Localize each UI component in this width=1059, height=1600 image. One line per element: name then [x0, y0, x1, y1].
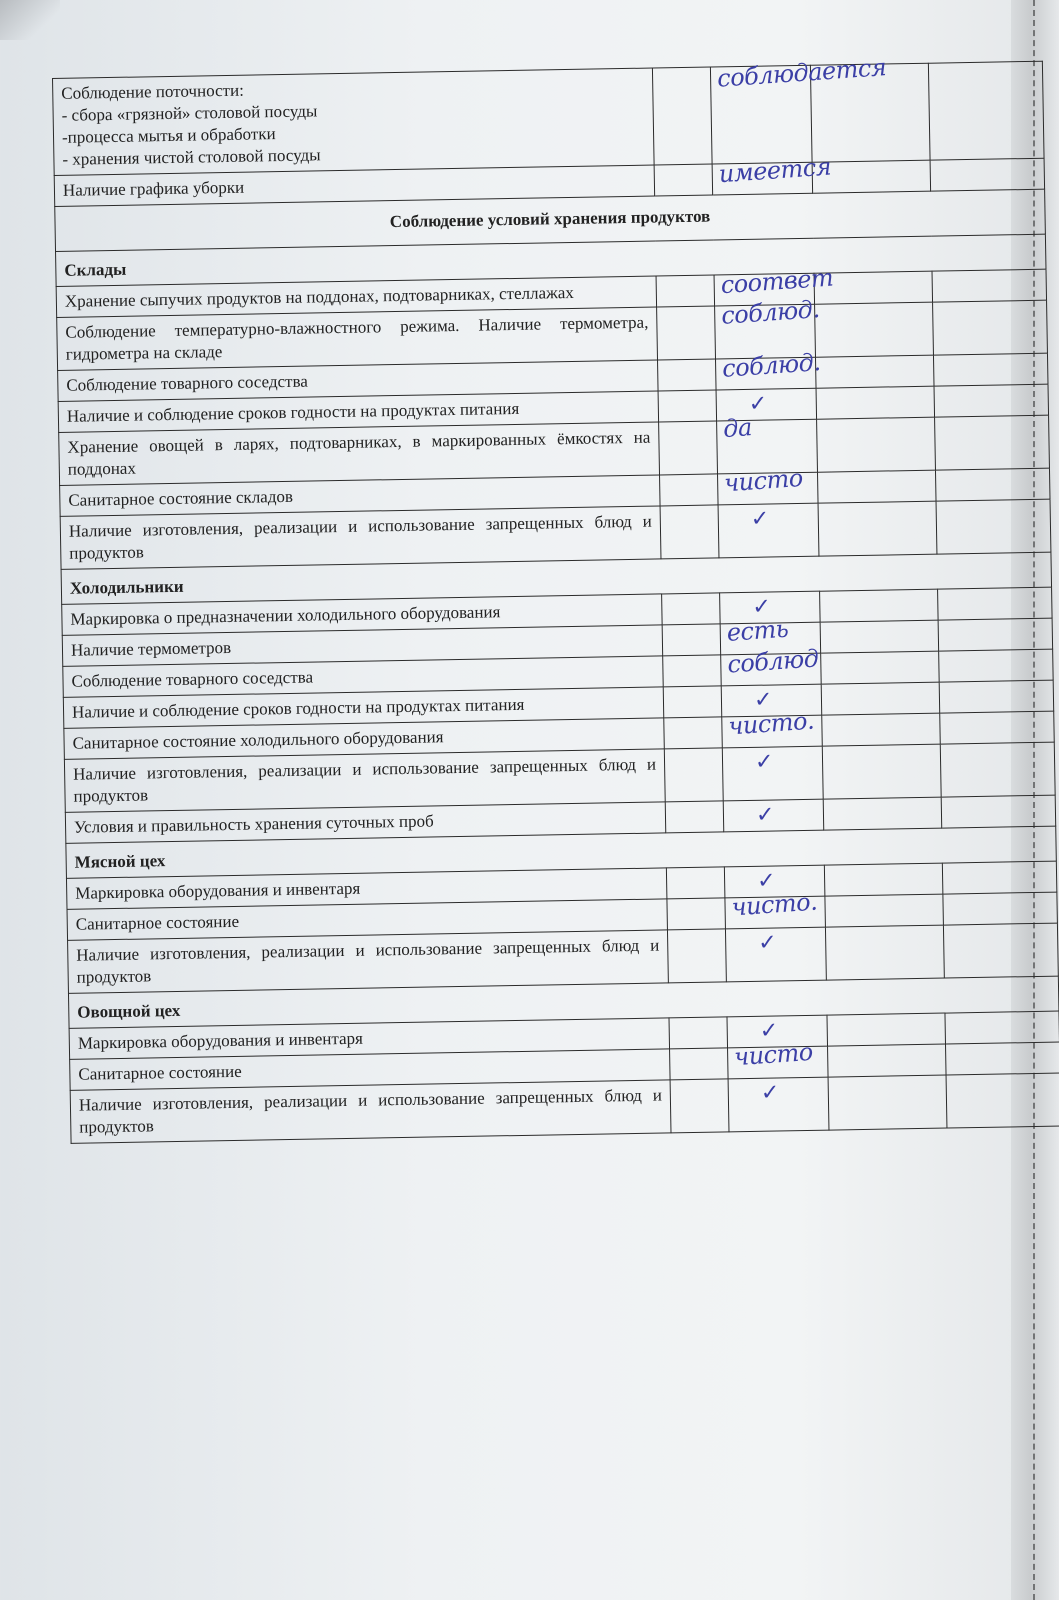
empty-cell[interactable] [821, 682, 940, 715]
empty-cell[interactable] [827, 1013, 946, 1046]
result-cell[interactable] [718, 503, 819, 558]
empty-cell [664, 748, 723, 802]
checkmark-icon: ✓ [759, 1018, 779, 1044]
handwritten-note: имеется [717, 152, 832, 189]
empty-cell [667, 929, 726, 983]
result-cell[interactable] [712, 152, 832, 195]
empty-cell[interactable] [940, 711, 1055, 744]
section-heading: Овощной цех [68, 976, 1058, 1028]
criterion-label: Наличие изготовления, реализации и использование запрещенных блюд и продуктов [70, 1080, 671, 1143]
empty-cell[interactable] [825, 925, 944, 980]
criterion-label: Соблюдение товарного соседства [63, 656, 663, 697]
handwritten-note: соответ [719, 263, 835, 300]
empty-cell[interactable] [816, 386, 935, 419]
criterion-line: Соблюдение поточности: [61, 80, 244, 103]
section-heading: Холодильники [61, 552, 1051, 604]
result-cell[interactable] [722, 746, 823, 801]
empty-cell[interactable] [820, 589, 939, 622]
handwritten-note: чисто [723, 463, 804, 498]
criterion-label: Условия и правильность хранения суточных проб [65, 802, 665, 843]
checklist-sheet [52, 53, 1059, 1144]
empty-cell [658, 359, 717, 391]
empty-cell[interactable] [935, 415, 1050, 470]
empty-cell [664, 717, 723, 749]
empty-cell [658, 390, 717, 422]
empty-cell[interactable] [934, 384, 1049, 417]
checkmark-icon: ✓ [755, 802, 775, 828]
criterion-label: Санитарное состояние [67, 899, 667, 940]
handwritten-note: есть [725, 614, 790, 647]
criterion-label: Маркировка оборудования и инвентаря [69, 1018, 669, 1059]
empty-cell[interactable] [823, 797, 942, 830]
result-cell[interactable] [722, 706, 823, 748]
criterion-line: -процесса мытья и обработки [61, 124, 276, 147]
empty-cell [660, 505, 719, 559]
empty-cell [667, 898, 726, 930]
empty-cell[interactable] [933, 353, 1048, 386]
empty-cell[interactable] [939, 649, 1054, 682]
empty-cell [663, 686, 722, 718]
handwritten-note: соблюд. [721, 348, 822, 383]
empty-cell [670, 1048, 729, 1080]
criterion-label [53, 68, 655, 175]
result-cell[interactable] [723, 799, 824, 832]
checkmark-icon: ✓ [750, 506, 770, 532]
empty-cell[interactable] [821, 651, 940, 684]
criterion-label: Маркировка оборудования и инвентаря [66, 868, 666, 909]
result-cell[interactable] [725, 887, 826, 929]
criterion-label: Наличие и соблюдение сроков годности на продуктах питания [58, 391, 658, 432]
criterion-label: Соблюдение товарного соседства [58, 360, 658, 401]
checkmark-icon: ✓ [760, 1080, 780, 1106]
checkmark-icon: ✓ [754, 749, 774, 775]
empty-cell[interactable] [820, 620, 939, 653]
empty-cell [666, 867, 725, 899]
section-title: Соблюдение условий хранения продуктов [55, 189, 1046, 251]
handwritten-note: чисто. [730, 887, 819, 922]
result-cell[interactable] [710, 53, 888, 164]
result-cell[interactable] [728, 1077, 829, 1132]
handwritten-note: соблюд [726, 644, 820, 679]
empty-cell[interactable] [945, 1042, 1059, 1075]
empty-cell[interactable] [818, 501, 937, 556]
empty-cell [657, 306, 716, 360]
checkmark-icon: ✓ [753, 687, 773, 713]
criterion-label: Санитарное состояние складов [60, 475, 660, 516]
empty-cell[interactable] [817, 470, 936, 503]
result-cell[interactable] [716, 348, 822, 390]
criterion-label: Наличие графика уборки [54, 165, 654, 206]
empty-cell[interactable] [939, 680, 1054, 713]
handwritten-note: соблюд. [720, 295, 821, 330]
section-heading: Мясной цех [66, 826, 1056, 878]
criterion-label: Хранение сыпучих продуктов на поддонах, подтоварниках, стеллажах [56, 276, 656, 317]
criterion-line: - хранения чистой столовой посуды [62, 145, 321, 169]
empty-cell[interactable] [941, 795, 1056, 828]
empty-cell[interactable] [938, 587, 1053, 620]
empty-cell[interactable] [815, 355, 934, 388]
empty-cell[interactable] [940, 742, 1055, 797]
page-corner-shadow [0, 0, 60, 40]
empty-cell[interactable] [817, 417, 936, 472]
empty-cell [670, 1079, 729, 1133]
empty-cell[interactable] [930, 158, 1045, 191]
checkmark-icon: ✓ [756, 868, 776, 894]
empty-cell[interactable] [933, 300, 1048, 355]
handwritten-note: соблюдается [716, 53, 888, 93]
empty-cell[interactable] [932, 269, 1047, 302]
empty-cell[interactable] [943, 923, 1058, 978]
empty-cell[interactable] [828, 1075, 947, 1130]
empty-cell [654, 164, 713, 196]
criterion-label: Наличие изготовления, реализации и использование запрещенных блюд и продуктов [68, 930, 669, 993]
empty-cell [652, 67, 712, 165]
empty-cell[interactable] [936, 499, 1051, 554]
empty-cell [660, 474, 719, 506]
section-heading: Склады [56, 234, 1046, 286]
empty-cell[interactable] [943, 892, 1058, 925]
empty-cell [659, 421, 718, 475]
checkmark-icon: ✓ [748, 391, 768, 417]
result-cell[interactable] [728, 1037, 829, 1079]
criterion-label: Хранение овощей в ларях, подтоварниках, в маркированных ёмкостях на поддонах [59, 422, 660, 485]
empty-cell [662, 624, 721, 656]
empty-cell [662, 593, 721, 625]
empty-cell [663, 655, 722, 687]
empty-cell[interactable] [824, 863, 943, 896]
empty-cell[interactable] [822, 713, 941, 746]
handwritten-note: да [722, 413, 753, 444]
empty-cell [656, 275, 715, 307]
checkmark-icon: ✓ [757, 930, 777, 956]
result-cell[interactable] [718, 463, 819, 505]
handwritten-note: чисто [733, 1037, 814, 1072]
empty-cell[interactable] [946, 1073, 1059, 1128]
empty-cell[interactable] [822, 744, 941, 799]
checkmark-icon: ✓ [752, 594, 771, 620]
criterion-label: Санитарное состояние холодильного оборудования [64, 718, 664, 759]
criterion-label: Наличие изготовления, реализации и использование запрещенных блюд и продуктов [60, 506, 661, 569]
criterion-label: Маркировка о предназначении холодильного оборудования [62, 594, 662, 635]
inspection-table [52, 53, 1059, 1144]
empty-cell[interactable] [945, 1011, 1059, 1044]
empty-cell [665, 801, 724, 833]
empty-cell[interactable] [828, 1044, 947, 1077]
criterion-line: - сбора «грязной» столовой посуды [61, 101, 318, 125]
result-cell[interactable] [725, 927, 826, 982]
empty-cell[interactable] [815, 302, 934, 357]
table-row [53, 61, 1045, 175]
criterion-label: Наличие и соблюдение сроков годности на продуктах питания [63, 687, 663, 728]
empty-cell[interactable] [928, 61, 1044, 160]
criterion-label: Наличие изготовления, реализации и использование запрещенных блюд и продуктов [64, 749, 665, 812]
empty-cell[interactable] [935, 468, 1050, 501]
empty-cell[interactable] [942, 861, 1057, 894]
criterion-label: Наличие термометров [62, 625, 662, 666]
empty-cell[interactable] [938, 618, 1053, 651]
empty-cell[interactable] [825, 894, 944, 927]
empty-cell [669, 1017, 728, 1049]
result-cell[interactable] [721, 644, 822, 686]
criterion-label: Санитарное состояние [70, 1049, 670, 1090]
handwritten-note: чисто. [727, 706, 815, 741]
criterion-label: Соблюдение температурно-влажностного режима. Наличие термометра, гидрометра на складе [57, 307, 658, 370]
